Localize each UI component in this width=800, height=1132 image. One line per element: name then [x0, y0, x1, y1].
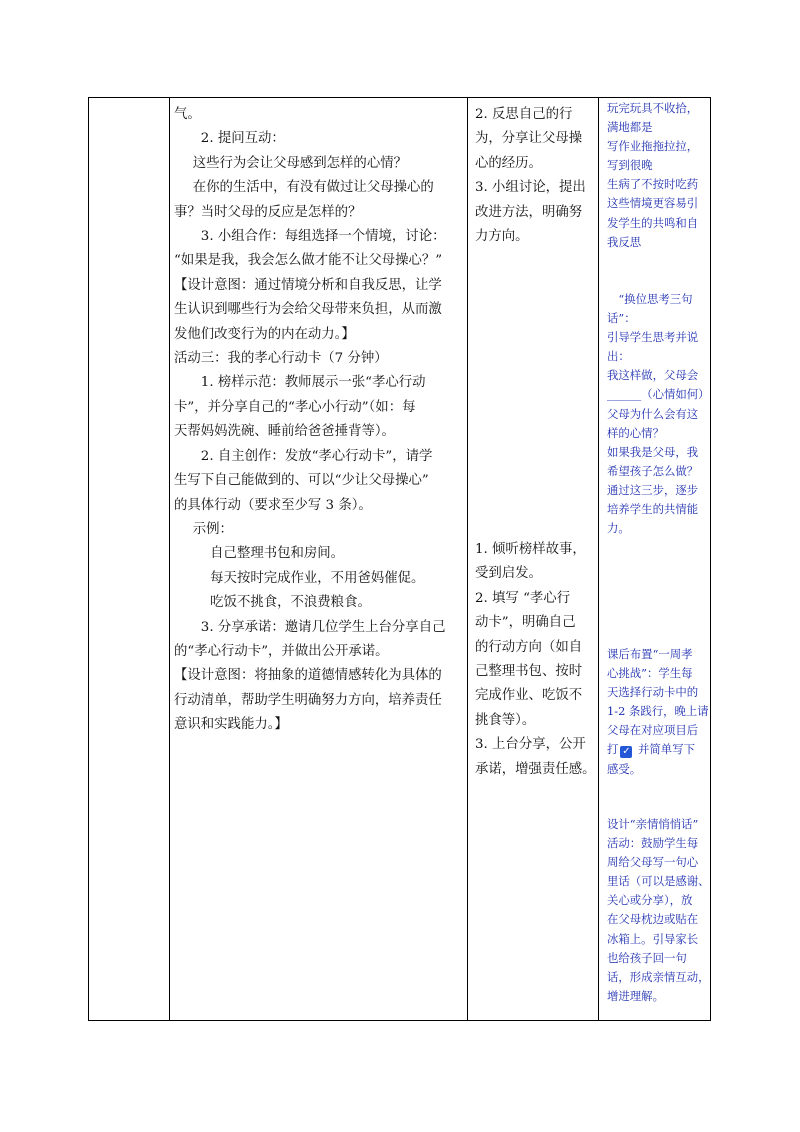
- design-intent: 【设计意图：将抽象的道德情感转化为具体的: [174, 668, 442, 684]
- text-line: 完成作业、吃饭不: [475, 688, 583, 704]
- note-text: 打: [607, 742, 619, 757]
- note-block: [607, 290, 710, 538]
- note-line: [607, 740, 709, 759]
- design-intent: 意识和实践能力。】: [174, 717, 288, 733]
- note-line: 设计“亲情悄悄话”: [607, 817, 699, 831]
- text-line: 气。: [174, 107, 201, 122]
- note-line: 发学生的共鸣和自: [607, 215, 699, 230]
- note-line: 父母在对应项目后: [607, 723, 699, 738]
- note-line: 在父母枕边或贴在: [607, 912, 699, 927]
- text-line: 生写下自己能做到的、可以“少让父母操心”: [174, 473, 429, 489]
- text-line: 动卡”，明确自己: [475, 615, 576, 631]
- text-line: 天帮妈妈洗碗、睡前给爸爸捶背等）。: [174, 424, 395, 440]
- example-item: 每天按时完成作业，不用爸妈催促。: [210, 570, 425, 586]
- text-line: 力方向。: [475, 229, 529, 245]
- text-line: 1. 榜样示范：教师展示一张“孝心行动: [200, 375, 426, 391]
- column-divider: [467, 98, 468, 1020]
- note-line: 话，形成亲情互动，: [607, 969, 710, 984]
- note-line: 心挑战”：学生每: [607, 666, 693, 681]
- example-item: 吃饭不挑食，不浪费粮食。: [210, 595, 371, 611]
- text-line: 承诺，增强责任感。: [475, 761, 596, 777]
- text-line: 改进方法，明确努: [475, 204, 583, 220]
- note-line: 样的心情？: [607, 425, 664, 440]
- note-line: 引导学生思考并说: [607, 330, 699, 345]
- text-line: 这些行为会让父母感到怎样的心情？: [192, 155, 407, 171]
- note-line: 增进理解。: [607, 988, 664, 1003]
- note-line: 冰箱上。引导家长: [607, 931, 699, 946]
- note-block: [607, 99, 698, 252]
- note-line: 我这样做，父母会: [607, 368, 699, 383]
- text-line: 心的经历。: [475, 155, 542, 171]
- design-intent: 【设计意图：通过情境分析和自我反思，让学: [174, 277, 442, 293]
- design-intent: 生认识到哪些行为会给父母带来负担，从而激: [174, 302, 442, 318]
- note-line: 希望孩子怎么做？: [607, 463, 699, 478]
- text-line: 的“孝心行动卡”，并做出公开承诺。: [174, 643, 389, 659]
- text-line: 的行动方向（如自: [475, 639, 583, 655]
- note-line: 活动：鼓励学生每: [607, 836, 699, 851]
- text-line: 受到启发。: [475, 566, 542, 582]
- note-line: 写作业拖拖拉拉，: [607, 139, 699, 154]
- note-line: 课后布置“一周孝: [607, 647, 693, 661]
- text-line: “如果是我，我会怎么做才能不让父母操心？”: [174, 253, 443, 269]
- text-line: 事？当时父母的反应是怎样的？: [174, 204, 362, 220]
- note-line: 如果我是父母，我: [607, 444, 699, 459]
- note-line: 培养学生的共情能: [607, 502, 699, 517]
- design-intent: 行动清单，帮助学生明确努力方向，培养责任: [174, 692, 442, 708]
- note-text: 并简单写下: [634, 742, 695, 757]
- text-line: 在你的生活中，有没有做过让父母操心的: [192, 180, 434, 196]
- text-line: 的具体行动（要求至少写 3 条）。: [174, 497, 372, 513]
- text-line: 3. 分享承诺：邀请几位学生上台分享自己: [200, 619, 446, 635]
- example-item: 自己整理书包和房间。: [210, 546, 345, 562]
- example-label: 示例：: [192, 521, 233, 537]
- note-line: 1-2 条践行，晚上请: [607, 704, 709, 719]
- text-line: 2. 自主创作：发放“孝心行动卡”，请学: [200, 448, 433, 464]
- text-line: 1. 倾听榜样故事，: [475, 542, 586, 557]
- note-line: 满地都是: [607, 120, 653, 135]
- student-block: [475, 538, 596, 782]
- note-line: ______（心情如何）: [607, 387, 710, 402]
- text-line: 2. 填写 “孝心行: [475, 590, 571, 606]
- text-line: 3. 小组讨论，提出: [475, 180, 586, 196]
- check-icon: ✓: [622, 746, 631, 758]
- note-line: 我反思: [607, 234, 642, 249]
- teacher-activity-column: [169, 98, 467, 738]
- student-block: [475, 103, 586, 249]
- note-block: [607, 815, 710, 1006]
- text-line: 3. 小组合作：每组选择一个情境，讨论：: [200, 229, 446, 245]
- column-divider: [598, 98, 599, 1020]
- note-line: 力。: [607, 521, 630, 536]
- text-line: 卡”，并分享自己的“孝心小行动”（如：每: [174, 399, 416, 415]
- text-line: 挑食等）。: [475, 712, 536, 728]
- note-line: 话”：: [607, 311, 636, 326]
- note-line: 通过这三步，逐步: [607, 482, 699, 497]
- lesson-plan-table: [88, 97, 711, 1021]
- note-line: 生病了不按时吃药: [607, 177, 699, 192]
- note-line: 关心或分享），放: [607, 893, 693, 908]
- note-line: “换位思考三句: [618, 292, 693, 306]
- text-line: 己整理书包、按时: [475, 664, 583, 680]
- activity-heading: 活动三：我的孝心行动卡（7 分钟）: [174, 351, 388, 367]
- note-block: [607, 645, 709, 779]
- note-line: 也给孩子回一句: [607, 950, 687, 965]
- note-line: 感受。: [607, 761, 642, 776]
- note-line: 出：: [607, 349, 630, 364]
- design-intent: 发他们改变行为的内在动力。】: [174, 326, 355, 342]
- note-line: 父母为什么会有这: [607, 406, 699, 421]
- text-line: 2. 反思自己的行: [475, 107, 573, 122]
- note-line: 里话（可以是感谢、: [607, 874, 710, 889]
- student-activity-column: [470, 98, 596, 777]
- text-line: 为，分享让父母操: [475, 131, 583, 147]
- text-line: 3. 上台分享，公开: [475, 737, 586, 753]
- note-line: 天选择行动卡中的: [607, 685, 699, 700]
- note-line: 这些情境更容易引: [607, 196, 699, 211]
- note-line: 玩完玩具不收拾，: [607, 101, 699, 115]
- text-line: 2. 提问互动：: [200, 131, 285, 147]
- note-line: 写到很晚: [607, 158, 653, 173]
- note-line: 周给父母写一句心: [607, 855, 699, 870]
